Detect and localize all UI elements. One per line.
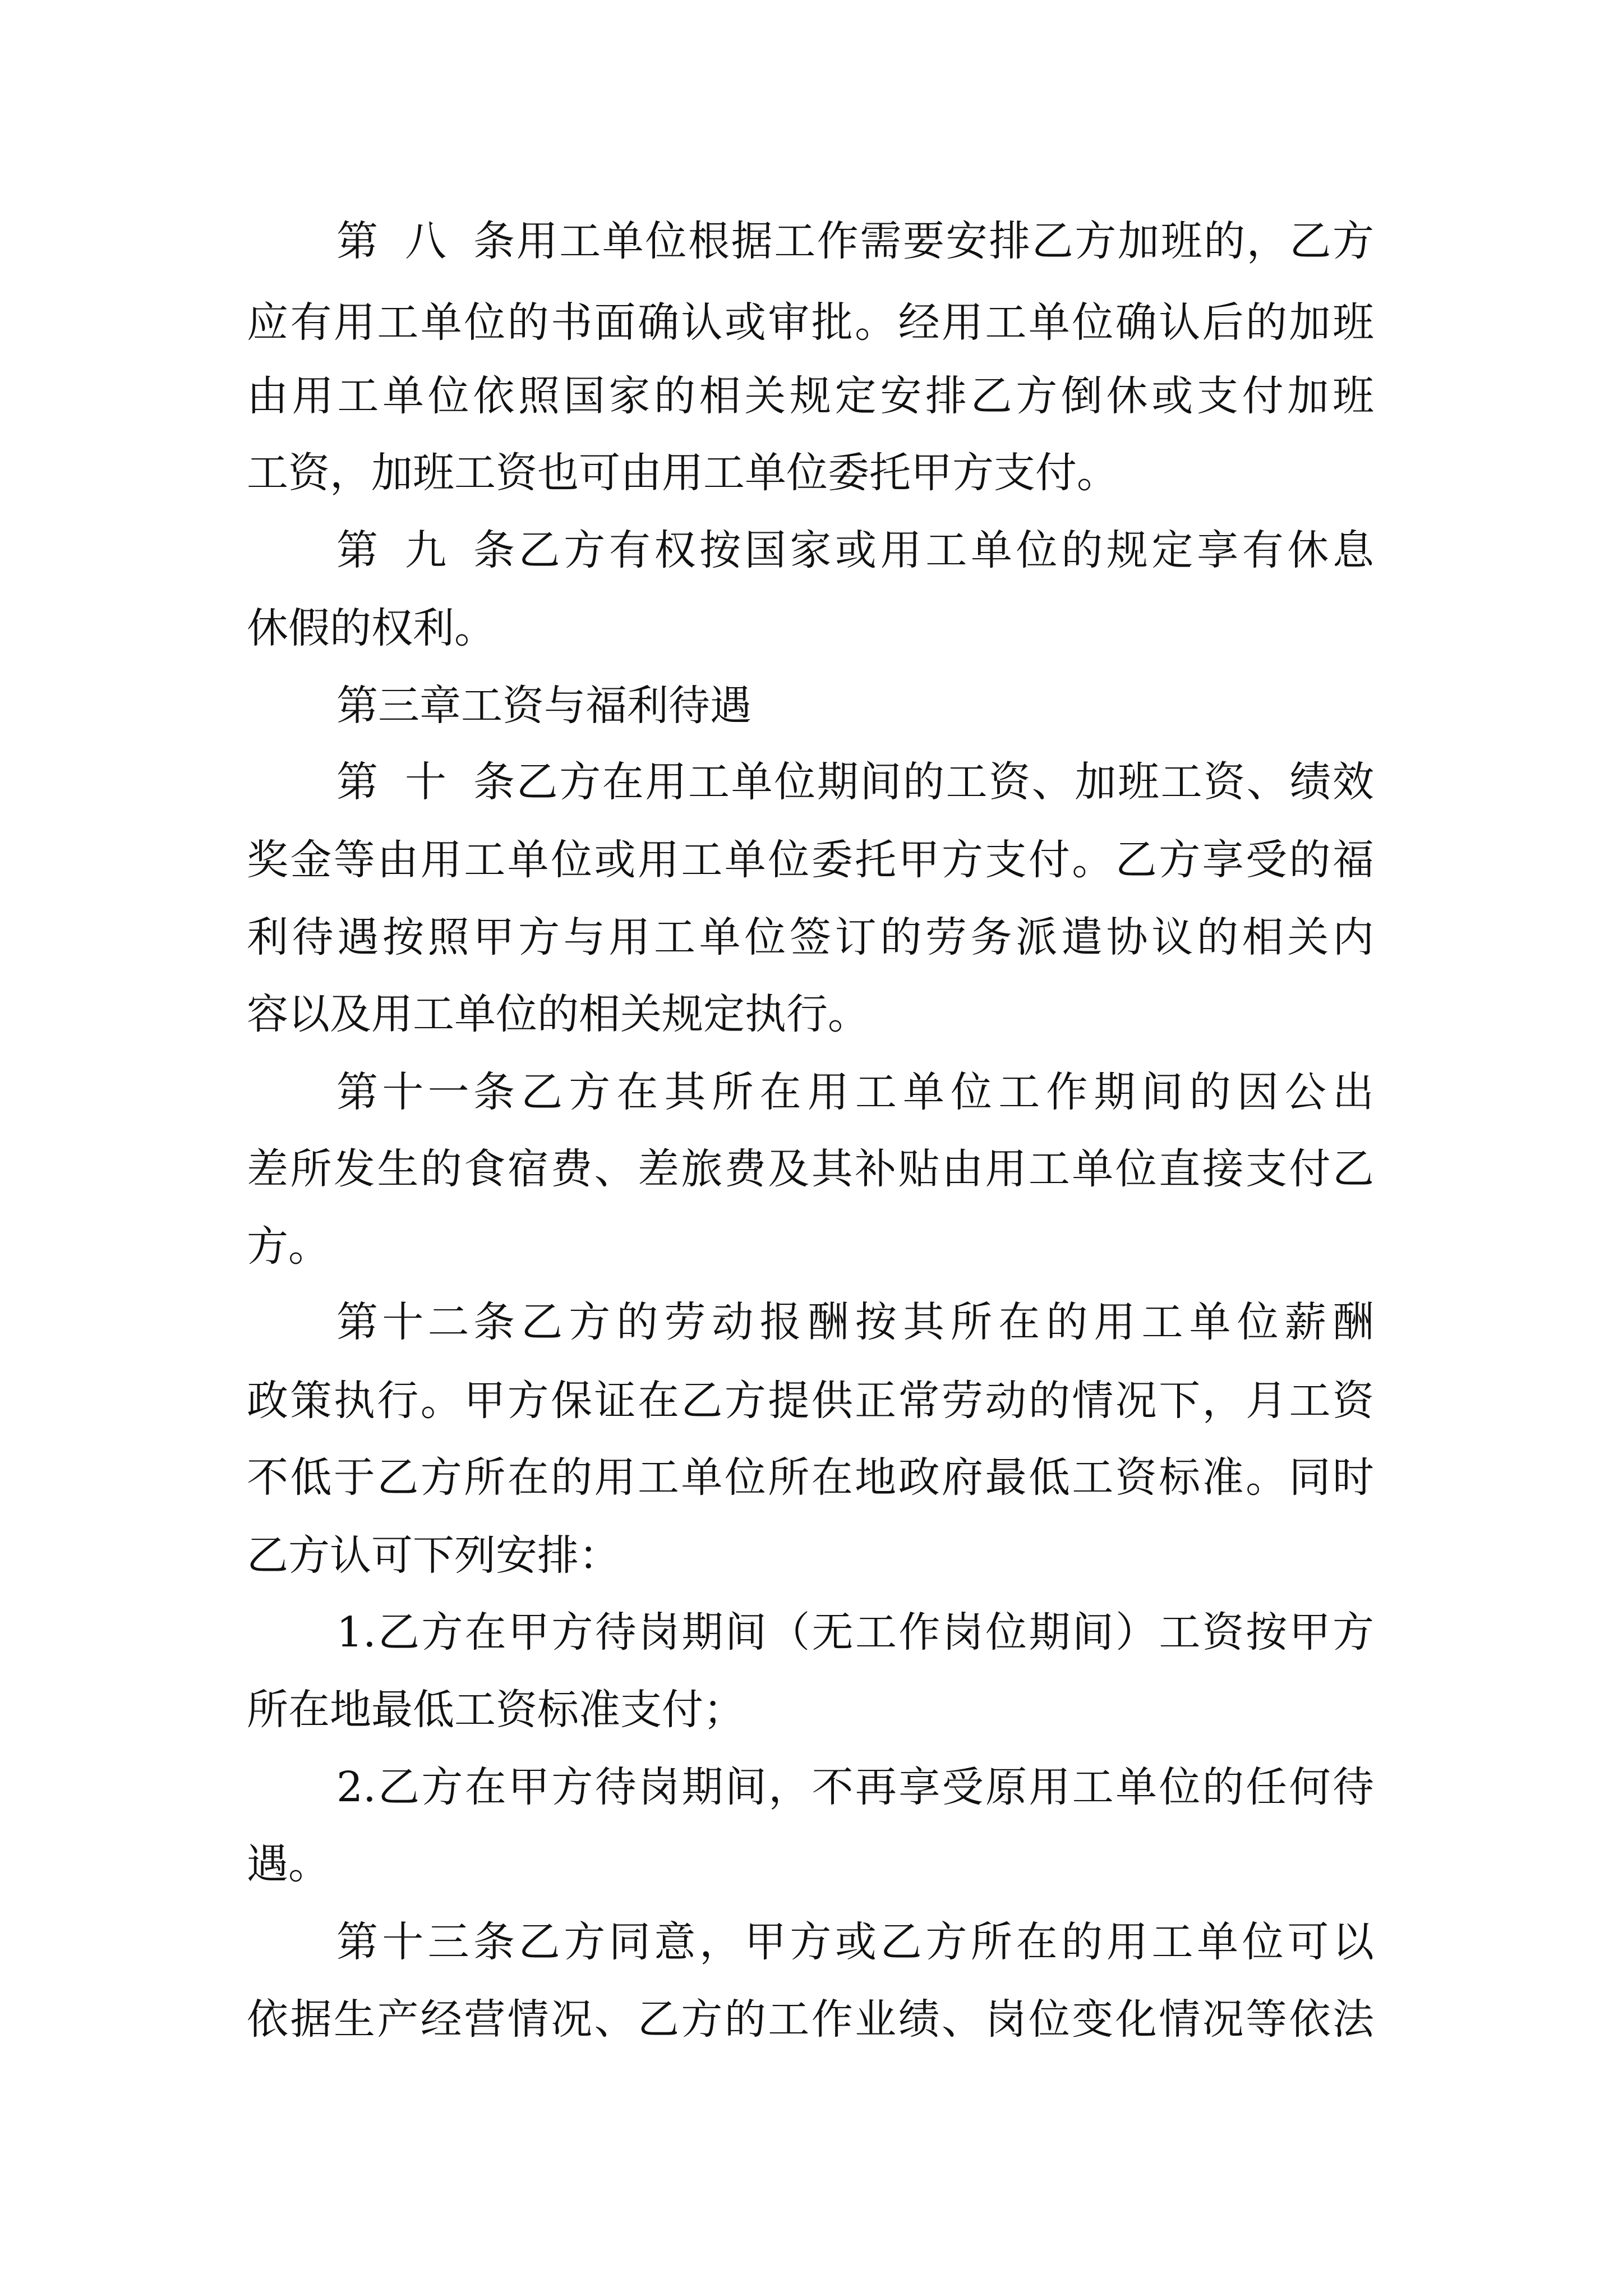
article-9-line-2: 休假的权利。 bbox=[247, 604, 496, 652]
article-12-line-4: 乙方认可下列安排： bbox=[247, 1531, 620, 1580]
article-8-line-2: 应有用工单位的书面确认或审批。经用工单位确认后的加班 bbox=[247, 298, 1374, 347]
chapter-3-heading: 第三章工资与福利待遇 bbox=[336, 682, 751, 730]
article-11-label: 第十一条 bbox=[336, 1068, 515, 1116]
article-13-label: 第十三条 bbox=[336, 1918, 515, 1966]
article-8-line-4: 工资，加班工资也可由用工单位委托甲方支付。 bbox=[247, 449, 1118, 497]
article-12-line-2: 政策执行。甲方保证在乙方提供正常劳动的情况下，月工资 bbox=[247, 1377, 1374, 1425]
item-2-line-2: 遇。 bbox=[247, 1840, 330, 1888]
article-10-first-line bbox=[336, 758, 1374, 806]
article-10-line-4: 容以及用工单位的相关规定执行。 bbox=[247, 990, 869, 1038]
article-13-first-line bbox=[336, 1918, 1374, 1966]
item-2-line-1: 2.乙方在甲方待岗期间，不再享受原用工单位的任何待 bbox=[336, 1763, 1374, 1811]
article-9-label: 第九条 bbox=[336, 526, 515, 574]
article-12-text: 乙方的劳动报酬按其所在的用工单位薪酬 bbox=[515, 1298, 1374, 1346]
article-12-label: 第十二条 bbox=[336, 1298, 515, 1346]
article-10-text: 乙方在用工单位期间的工资、加班工资、绩效 bbox=[515, 758, 1374, 806]
article-9-text: 乙方有权按国家或用工单位的规定享有休息 bbox=[515, 526, 1374, 574]
article-11-line-3: 方。 bbox=[247, 1222, 330, 1271]
article-9-first-line bbox=[336, 526, 1374, 574]
article-11-text: 乙方在其所在用工单位工作期间的因公出 bbox=[515, 1068, 1374, 1116]
article-13-line-2: 依据生产经营情况、乙方的工作业绩、岗位变化情况等依法 bbox=[247, 1995, 1374, 2044]
article-10-line-2: 奖金等由用工单位或用工单位委托甲方支付。乙方享受的福 bbox=[247, 836, 1374, 884]
article-12-first-line bbox=[336, 1298, 1374, 1346]
article-8-first-line bbox=[336, 217, 1374, 265]
article-8-label: 第八条 bbox=[336, 217, 515, 265]
article-10-line-3: 利待遇按照甲方与用工单位签订的劳务派遣协议的相关内 bbox=[247, 913, 1374, 961]
article-11-line-2: 差所发生的食宿费、差旅费及其补贴由用工单位直接支付乙 bbox=[247, 1145, 1374, 1193]
article-11-first-line bbox=[336, 1068, 1374, 1116]
article-8-text: 用工单位根据工作需要安排乙方加班的，乙方 bbox=[515, 217, 1374, 265]
article-12-line-3: 不低于乙方所在的用工单位所在地政府最低工资标准。同时 bbox=[247, 1453, 1374, 1502]
article-8-line-3: 由用工单位依照国家的相关规定安排乙方倒休或支付加班 bbox=[247, 372, 1374, 420]
article-10-label: 第十条 bbox=[336, 758, 515, 806]
item-1-line-1: 1.乙方在甲方待岗期间（无工作岗位期间）工资按甲方 bbox=[336, 1608, 1374, 1657]
item-1-line-2: 所在地最低工资标准支付； bbox=[247, 1686, 745, 1734]
article-13-text: 乙方同意，甲方或乙方所在的用工单位可以 bbox=[515, 1918, 1374, 1966]
